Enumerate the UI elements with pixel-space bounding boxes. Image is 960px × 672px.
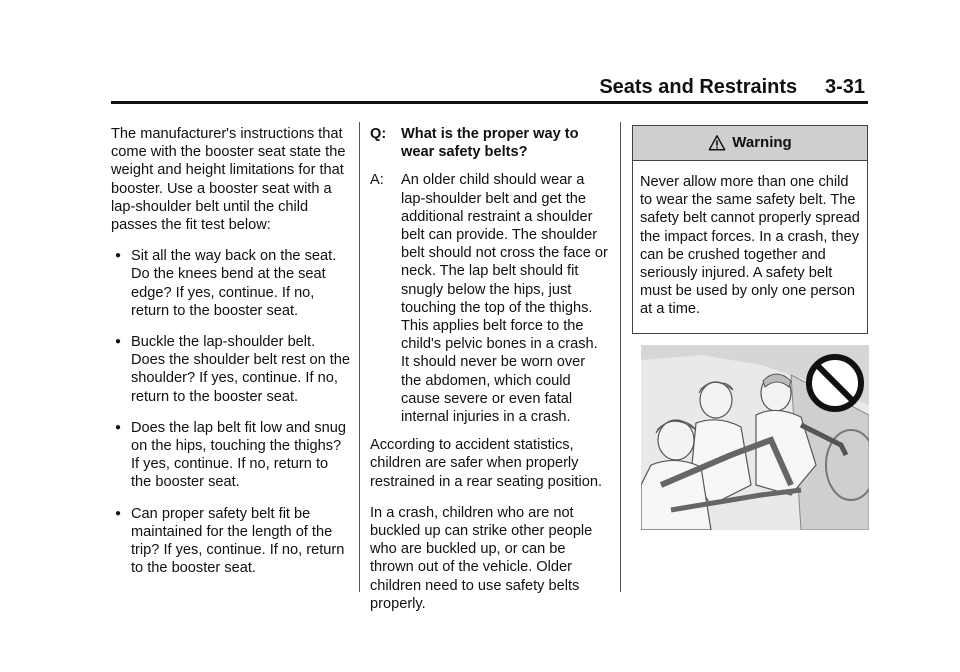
warning-header <box>633 126 867 161</box>
children-sharing-belt-illustration <box>641 345 869 530</box>
answer-text: An older child should wear a lap-shoulder belt and get the additional restraint a shoulder belt can provide. The shoulder belt should not cross the face or neck. The lap belt should fit snugly below the hips, just touching the top of the thighs. This applies belt force to the child's pelvic bones in a crash. It should never be worn over the abdomen, which could cause severe or even fatal internal injuries in a crash. <box>401 172 608 426</box>
page-header <box>599 76 865 99</box>
bullet-icon: ● <box>115 421 122 433</box>
list-item: ● Sit all the way back on the seat. Do the knees bend at the seat edge? If yes, continue. If no, return to the booster seat. <box>115 248 337 319</box>
column-divider <box>620 122 621 592</box>
list-item: ● Can proper safety belt fit be maintained for the length of the trip? If yes, continue. If no, return to the booster seat. <box>115 505 345 577</box>
warning-title: Warning <box>732 133 792 151</box>
page-number: 3-31 <box>824 76 865 98</box>
list-item: ● Does the lap belt fit low and snug on the hips, touching the thighs? If yes, continue. If no, return to the booster seat. <box>115 419 346 491</box>
warning-box <box>632 125 868 334</box>
header-rule <box>111 101 868 104</box>
column-middle <box>370 125 608 626</box>
fit-test-list <box>111 247 351 577</box>
column-divider <box>359 122 360 592</box>
section-title: Seats and Restraints <box>599 76 798 98</box>
prohibited-icon <box>809 357 861 409</box>
warning-triangle-icon <box>708 134 726 152</box>
intro-paragraph: The manufacturer's instructions that come with the booster seat state the weight and height limitations for that booster. Use a booster seat with a lap-shoulder belt until the child passes the fit test below: <box>111 126 346 234</box>
paragraph: According to accident statistics, children are safer when properly restrained in a rear seating position. <box>370 437 603 490</box>
question <box>370 125 608 161</box>
answer <box>370 171 608 426</box>
warning-text: Never allow more than one child to wear the same safety belt. The safety belt cannot properly spread the impact forces. In a crash, they can be crushed together and seriously injured. A safety belt must be used by only one person at a time. <box>640 174 860 318</box>
column-right <box>632 125 868 334</box>
column-left <box>111 125 351 590</box>
bullet-icon: ● <box>115 507 122 519</box>
bullet-icon: ● <box>115 250 122 262</box>
list-item: ● Buckle the lap-shoulder belt. Does the shoulder belt rest on the shoulder? If yes, continue. If no, return to the booster seat. <box>115 334 351 405</box>
question-tag: Q: <box>370 126 387 142</box>
paragraph: In a crash, children who are not buckled up can strike other people who are buckled up, or can be thrown out of the vehicle. Older children need to use safety belts properly. <box>370 504 593 612</box>
answer-tag: A: <box>370 172 384 189</box>
question-text: What is the proper way to wear safety belts? <box>401 126 579 161</box>
bullet-icon: ● <box>115 336 122 348</box>
